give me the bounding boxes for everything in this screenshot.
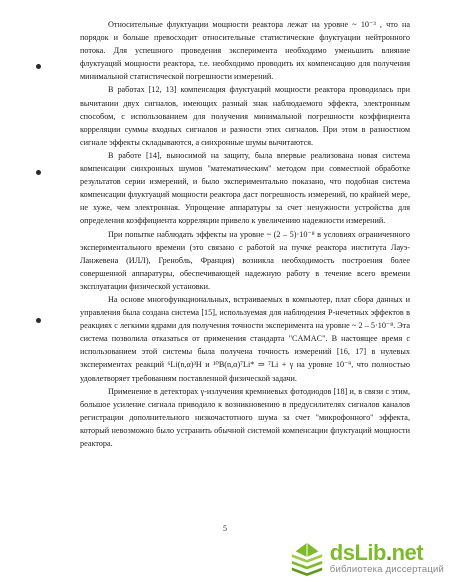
page-number: 5 <box>223 524 227 533</box>
paragraph-4: При попытке наблюдать эффекты на уровне ~ (2 – 5)·10⁻⁸ в условиях ограниченного экспериментального времени (это связано с работой на пучке реактора института Лауэ-Ланжевена (ИЛЛ), Гренобль, Франция) возникла необходимость построения более совершенной аппаратуры, обеспечивающей надежную работу в течение всего времени эксплуатации физической установки. <box>80 229 410 291</box>
dslib-watermark[interactable] <box>288 538 444 578</box>
paragraph-1: Относительные флуктуации мощности реактора лежат на уровне ~ 10⁻³ , что на порядок и больше превосходит относительные статистические флуктуации нейтронного потока. Для успешного проведения эксперимента необходимо уменьшить влияние флуктуаций мощности реактора, т.е. необходимо проводить их компенсацию для получения минимальной статистической погрешности измерений. <box>80 20 410 82</box>
margin-mark <box>36 318 41 323</box>
paragraph-2: В работах [12, 13] компенсация флуктуаций мощности реактора проводилась при вычитании двух сигналов, имеющих разный знак наблюдаемого эффекта, электронным способом, с использованием для получения минимальной погрешности коэффициента корреляции суммы входных сигналов и разности этих сигналов. При этом в разностном сигнале эффекты складываются, а синхронные шумы вычитаются. <box>80 85 410 147</box>
watermark-brand-name: dsLib <box>329 539 386 565</box>
watermark-text <box>329 539 444 575</box>
margin-mark <box>36 170 41 175</box>
book-stack-icon <box>288 539 326 577</box>
paragraph-6: Применение в детекторах γ-излучения кремниевых фотодиодов [18] и, в связи с этим, большое усиление сигнала приводило к возникновению в предусилителях сигналов каналов регистрации дополнительного низкочастотного шума за счет "микрофонного" эффекта, который невозможно было устранить обычной системой компенсации флуктуаций мощности реактора. <box>80 386 410 448</box>
paragraph-3: В работе [14], выносимой на защиту, была впервые реализована новая система компенсации синхронных шумов "математическим" методом при совместной обработке результатов серии измерений, и было экспериментально показано, что подобная система компенсации флуктуаций мощности реактора даст погрешность измерений, по крайней мере, не хуже, чем электронная. Упрощение аппаратуры за счет ненужности устройства для определения коэффициента корреляции привело к увеличению надежности измерений. <box>80 150 410 226</box>
body-text <box>80 18 410 450</box>
watermark-brand-dot: . <box>385 539 392 565</box>
watermark-brand <box>329 539 444 565</box>
watermark-tagline: библиотека диссертаций <box>329 563 444 575</box>
margin-mark <box>36 64 41 69</box>
paragraph-5: На основе многофункциональных, встраиваемых в компьютер, плат сбора данных и управления была создана система [15], используемая для наблюдения Р-нечетных эффектов в реакциях с легкими ядрами для получения точности эксперимента на уровне ~ 2 – 5·10⁻⁸. Эта система позволила отказаться от применения стандарта "CAMAC". В настоящее время с использованием этой системы была получена точность измерений [16, 17] в нулевых экспериментах реакций ⁶Li(n,α)³H и ¹⁰B(n,α)⁷Li* ⇒ ⁷Li + γ на уровне 10⁻⁹, что полностью удовлетворяет требованиям поставленной физической задачи. <box>80 294 410 383</box>
watermark-brand-tld: net <box>391 539 424 565</box>
